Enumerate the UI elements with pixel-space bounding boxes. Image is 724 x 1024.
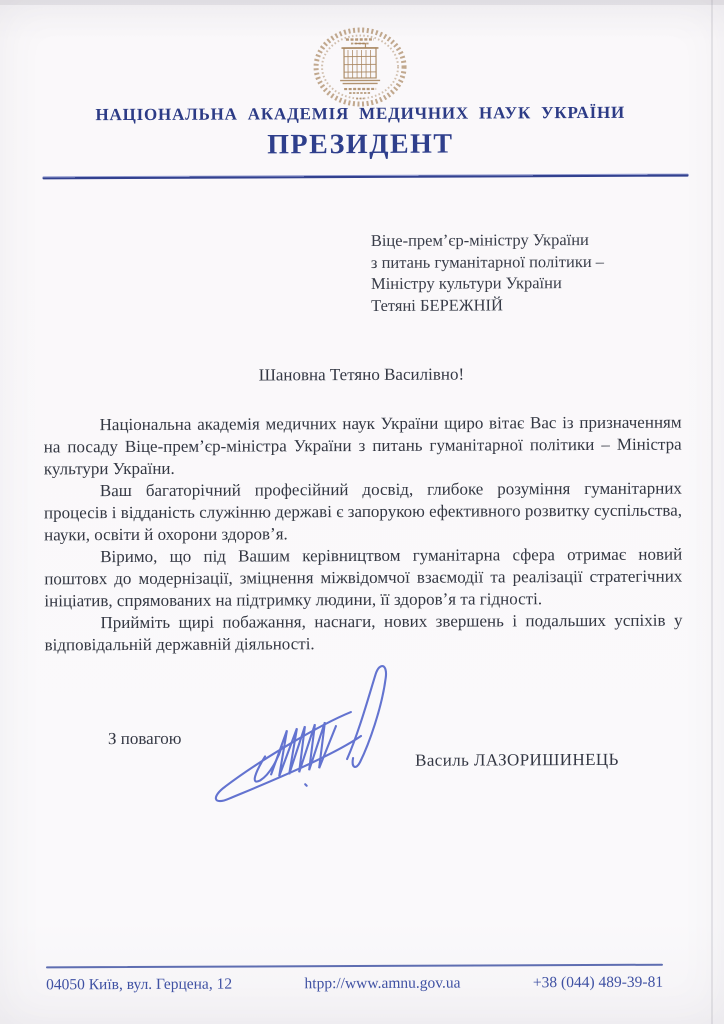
body-paragraph: Національна академія медичних наук України щиро вітає Вас із призначенням на посаду Віце-прем’єр-міністра України з питань гуманітарної політики – Міністра культури України. [43,412,682,479]
signature-ink [209,662,405,813]
salutation: Шановна Тетяно Василівно! [258,364,465,385]
letterhead-divider [43,174,689,180]
recipient-block [371,229,701,316]
recipient-line: Міністру культури України [370,273,562,293]
recipient-line: Віце-прем’єр-міністру України [370,230,589,250]
academy-emblem-icon [308,26,412,108]
recipient-line: з питань гуманітарної політики – [370,251,605,272]
footer-address: 04050 Київ, вул. Герцена, 12 [46,975,233,994]
recipient-line: Тетяні БЕРЕЖНІЙ [371,294,503,315]
footer-website: htpp://www.amnu.gov.ua [304,974,461,993]
closing-phrase: З повагою [107,728,182,749]
letter-body [44,412,683,657]
body-paragraph: Прийміть щирі побажання, наснаги, нових звершень і подальших успіхів у відповідальній державній діяльності. [44,610,683,655]
footer-divider [46,964,663,969]
signer-name: Василь ЛАЗОРИШИНЕЦЬ [415,749,619,770]
footer-phone: +38 (044) 489-39-81 [532,973,664,992]
organization-name: НАЦІОНАЛЬНА АКАДЕМІЯ МЕДИЧНИХ НАУК УКРАЇНИ [95,102,626,125]
body-paragraph: Віримо, що під Вашим керівництвом гуманітарна сфера отримає новий поштовх до модернізації, зміцнення міжвідомчої взаємодії та реалізації стратегічних ініціатив, спрямованих на підтримку людини, її здоров’я та гідності. [44,544,683,611]
footer [46,974,663,995]
letterhead-title: ПРЕЗИДЕНТ [267,128,454,161]
body-paragraph: Ваш багаторічний професійний досвід, глибоке розуміння гуманітарних процесів і відданість служінню державі є запорукою ефективного розвитку суспільства, науки, освіти й охорони здоров’я. [43,478,683,545]
